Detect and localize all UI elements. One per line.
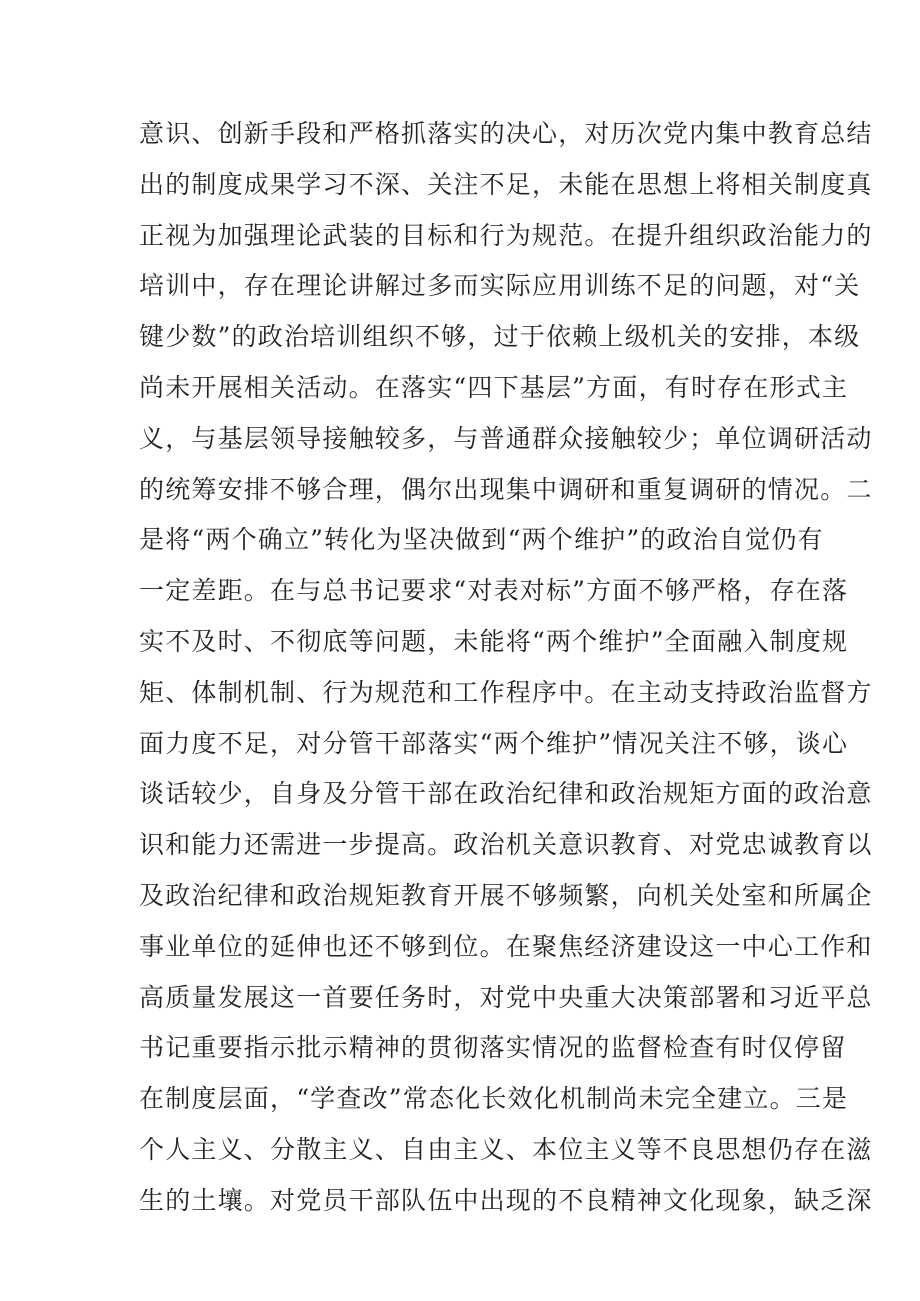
text-line: 高质量发展这一首要任务时，对党中央重大决策部署和习近平总 <box>139 982 873 1012</box>
text-line: 培训中，存在理论讲解过多而实际应用训练不足的问题，对“关 <box>139 271 861 301</box>
text-line: 生的土壤。对党员干部队伍中出现的不良精神文化现象，缺乏深 <box>139 1185 873 1215</box>
text-line: 在制度层面，“学查改”常态化长效化机制尚未完全建立。三是 <box>139 1084 849 1114</box>
text-line: 正视为加强理论武装的目标和行为规范。在提升组织政治能力的 <box>139 220 873 250</box>
text-line: 识和能力还需进一步提高。政治机关意识教育、对党忠诚教育以 <box>139 830 873 860</box>
text-line: 键少数”的政治培训组织不够，过于依赖上级机关的安排，本级 <box>139 322 861 352</box>
text-line: 的统筹安排不够合理，偶尔出现集中调研和重复调研的情况。二 <box>139 474 873 504</box>
text-line: 个人主义、分散主义、自由主义、本位主义等不良思想仍存在滋 <box>139 1134 873 1164</box>
text-line: 谈话较少，自身及分管干部在政治纪律和政治规矩方面的政治意 <box>139 779 873 809</box>
text-line: 意识、创新手段和严格抓落实的决心，对历次党内集中教育总结 <box>139 119 873 148</box>
text-line: 尚未开展相关活动。在落实“四下基层”方面，有时存在形式主 <box>139 372 849 402</box>
text-line: 面力度不足，对分管干部落实“两个维护”情况关注不够，谈心 <box>139 728 849 758</box>
text-line: 是将“两个确立”转化为坚决做到“两个维护”的政治自觉仍有 <box>139 525 824 555</box>
text-line: 书记重要指示批示精神的贯彻落实情况的监督检查有时仅停留 <box>139 1033 847 1063</box>
text-line: 事业单位的延伸也还不够到位。在聚焦经济建设这一中心工作和 <box>139 931 873 961</box>
text-line: 实不及时、不彻底等问题，未能将“两个维护”全面融入制度规 <box>139 626 849 656</box>
text-line: 及政治纪律和政治规矩教育开展不够频繁，向机关处室和所属企 <box>139 880 873 910</box>
body-text <box>139 109 873 1227</box>
text-line: 一定差距。在与总书记要求“对表对标”方面不够严格，存在落 <box>139 576 849 606</box>
text-line: 出的制度成果学习不深、关注不足，未能在思想上将相关制度真 <box>139 169 873 199</box>
text-line: 义，与基层领导接触较多，与普通群众接触较少；单位调研活动 <box>139 423 873 453</box>
text-line: 矩、体制机制、行为规范和工作程序中。在主动支持政治监督方 <box>139 677 873 707</box>
